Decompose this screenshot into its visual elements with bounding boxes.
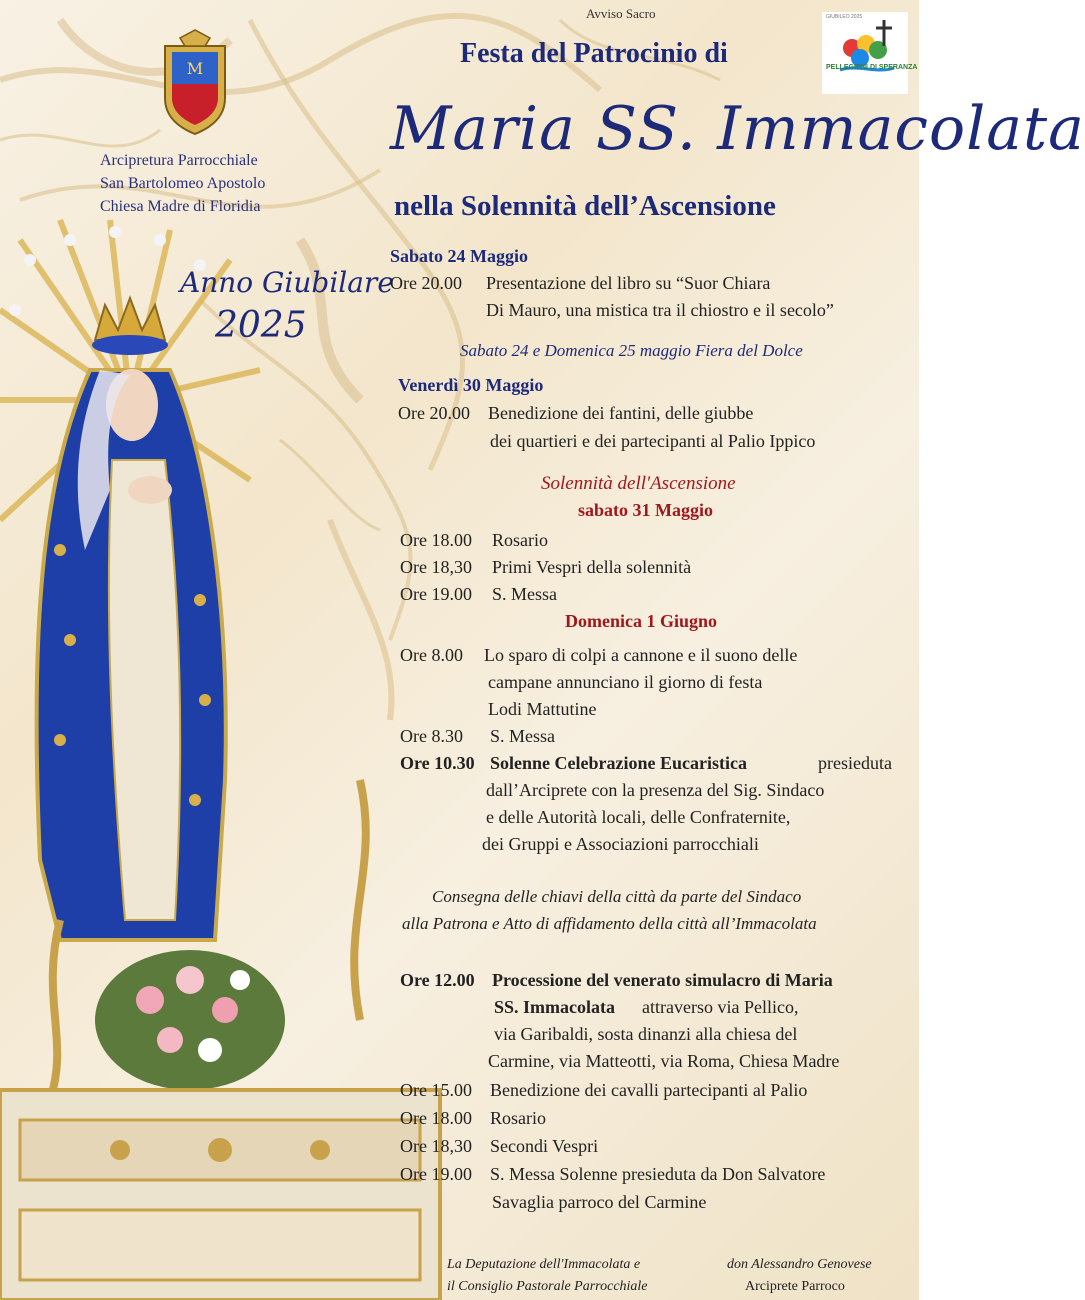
jubilee-logo-small: GIUBILEO 2025 [826,14,863,20]
dom-item6-time: Ore 18.00 [400,1108,472,1128]
dom-item4-line2-bold: SS. Immacolata [494,997,615,1017]
madonna-statue-image [0,220,440,1300]
anno-giubilare: Anno Giubilare [180,266,394,299]
dom-item1-line1: Lo sparo di colpi a cannone e il suono delle [484,645,798,665]
dom-item7-time: Ore 18,30 [400,1136,472,1156]
dom-item1-line3: Lodi Mattutine [488,699,597,719]
ascensione-date: sabato 31 Maggio [578,500,713,520]
jubilee-2025-logo-icon [822,12,908,94]
venerdi30-time: Ore 20.00 [398,403,470,423]
dom-item7-text: Secondi Vespri [490,1136,599,1156]
dom-item5-time: Ore 15.00 [400,1080,472,1100]
parish-coat-of-arms-icon [150,28,240,138]
dom-item3-rest: presieduta [818,753,892,773]
venerdi30-text2: dei quartieri e dei partecipanti al Palio Ippico [490,431,816,451]
footer-right-line2: Arciprete Parroco [745,1279,845,1294]
ascensione-item-text: Primi Vespri della solennità [492,557,692,577]
sabato24-text2: Di Mauro, una mistica tra il chiostro e il secolo” [486,300,834,320]
sabato24-heading: Sabato 24 Maggio [390,246,529,266]
dom-item1-line2: campane annunciano il giorno di festa [488,672,763,692]
dom-item5-text: Benedizione dei cavalli partecipanti al Palio [490,1080,808,1100]
dom-item8-line1: S. Messa Solenne presieduta da Don Salvatore [490,1164,826,1184]
parish-line-2: San Bartolomeo Apostolo [100,175,266,192]
dom-item1-time: Ore 8.00 [400,645,463,665]
festa-line: Festa del Patrocinio di [460,38,728,69]
dom-item8-line2: Savaglia parroco del Carmine [492,1192,707,1212]
dom-item3-line3: e delle Autorità locali, delle Confraternite, [486,807,791,827]
venerdi30-text1: Benedizione dei fantini, delle giubbe [488,403,754,423]
dom-item3-line2: dall’Arciprete con la presenza del Sig. Sindaco [486,780,825,800]
dom-item4-time: Ore 12.00 [400,970,475,990]
dom-item6-text: Rosario [490,1108,546,1128]
parish-line-3: Chiesa Madre di Floridia [100,198,261,215]
consegna-line1: Consegna delle chiavi della città da parte del Sindaco [432,887,802,906]
fiera-dolce: Sabato 24 e Domenica 25 maggio Fiera del Dolce [460,341,803,360]
anno-year: 2025 [215,305,307,346]
dom-item3-bold: Solenne Celebrazione Eucaristica [490,753,747,773]
domenica1-heading: Domenica 1 Giugno [565,611,718,631]
dom-item2-text: S. Messa [490,726,556,746]
dom-item3-time: Ore 10.30 [400,753,475,773]
ascensione-item-time: Ore 19.00 [400,584,472,604]
parish-line-1: Arcipretura Parrocchiale [100,152,258,169]
dom-item4-bold: Processione del venerato simulacro di Maria [492,970,833,990]
page-title: Maria SS. Immacolata [390,94,1085,164]
dom-item3-line4: dei Gruppi e Associazioni parrocchiali [482,834,759,854]
dom-item4-line4: Carmine, via Matteotti, via Roma, Chiesa Madre [488,1051,840,1071]
ascensione-title: Solennità dell'Ascensione [541,473,736,494]
sabato24-time: Ore 20.00 [390,273,462,293]
ascensione-item-time: Ore 18.00 [400,530,472,550]
dom-item4-line2-rest: attraverso via Pellico, [642,997,799,1017]
footer-left-line1: La Deputazione dell'Immacolata e [447,1257,641,1272]
avviso-sacro: Avviso Sacro [586,6,656,21]
footer-left-line2: il Consiglio Pastorale Parrocchiale [447,1279,648,1294]
solennita-subtitle: nella Solennità dell’Ascensione [394,190,776,222]
ascensione-item-time: Ore 18,30 [400,557,472,577]
ascensione-item-text: S. Messa [492,584,558,604]
venerdi30-heading: Venerdì 30 Maggio [398,375,544,395]
dom-item4-line3: via Garibaldi, sosta dinanzi alla chiesa del [494,1024,798,1044]
svg-text:M: M [186,59,204,78]
dom-item2-time: Ore 8.30 [400,726,463,746]
dom-item8-time: Ore 19.00 [400,1164,472,1184]
consegna-line2: alla Patrona e Atto di affidamento della città all’Immacolata [402,914,817,933]
ascensione-item-text: Rosario [492,530,548,550]
jubilee-logo-text: PELLEGRINI DI SPERANZA [826,64,918,71]
footer-right-line1: don Alessandro Genovese [727,1257,872,1272]
sabato24-text1: Presentazione del libro su “Suor Chiara [486,273,771,293]
